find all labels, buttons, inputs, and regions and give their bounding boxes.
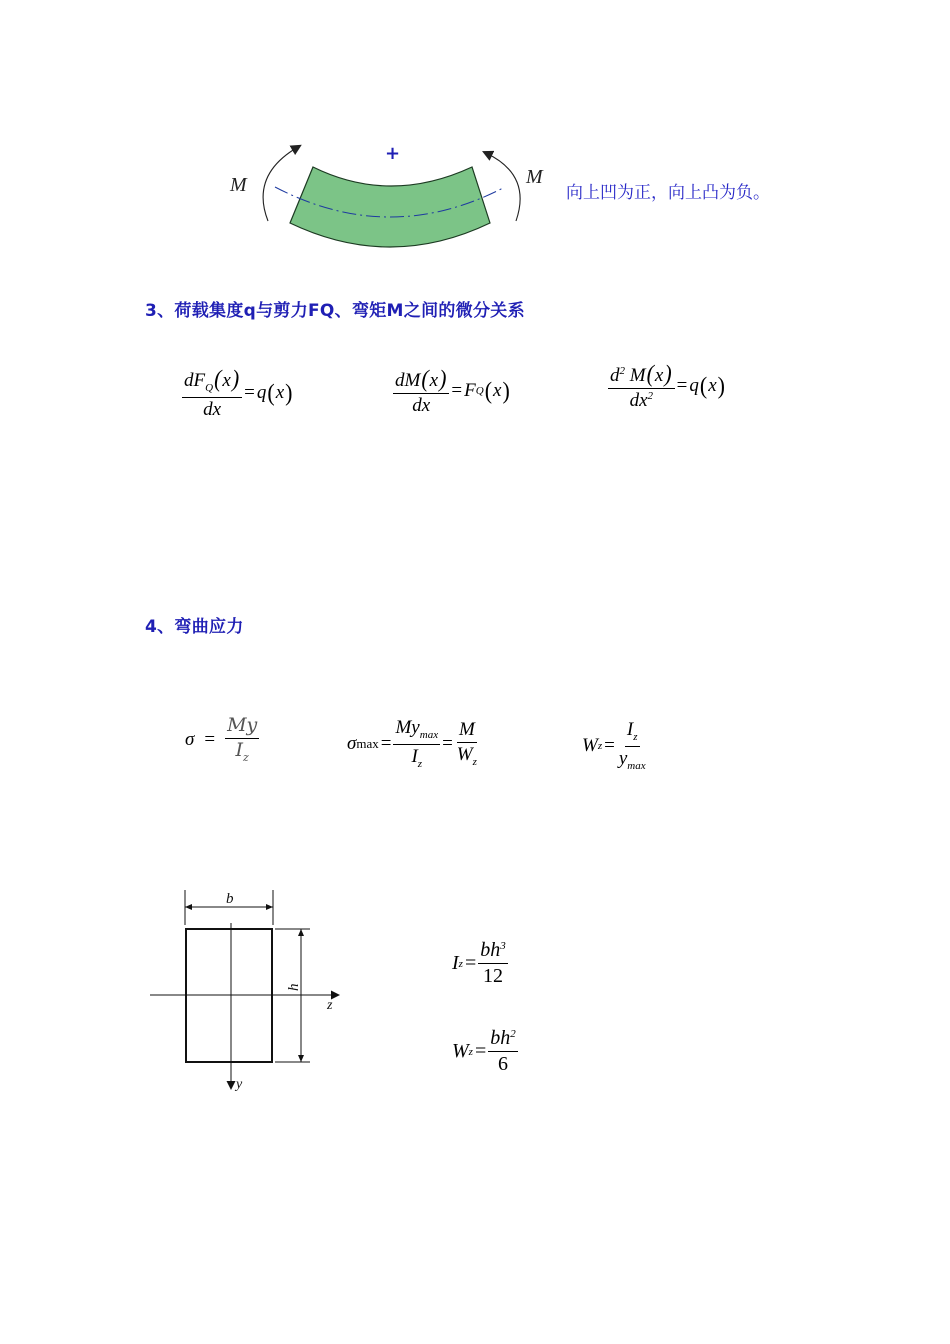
equation-bending-stress: σ = $\frac{My}{I_z}$ bbox=[185, 714, 258, 764]
equation-rect-section-modulus: W z = $\frac{bh^2}{6}$ bbox=[452, 1027, 516, 1075]
left-moment-arrow bbox=[263, 147, 298, 221]
sign-rule-note: 向上凹为正，向上凸为负。 bbox=[566, 183, 770, 203]
rectangular-section-figure bbox=[145, 885, 355, 1100]
left-moment-label: M bbox=[230, 174, 247, 196]
z-axis-label: z bbox=[327, 998, 333, 1013]
equation-moment-derivative: $\frac{dM(x)}{dx}$ = F Q ( x ) bbox=[395, 364, 510, 416]
equation-max-stress: σ max = $\frac{My_{max}}{I_z}$ = $\frac{M}{W_z}$ bbox=[347, 717, 477, 770]
y-axis-label: y bbox=[236, 1077, 243, 1092]
equation-section-modulus: W z = $\frac{I_z}{y_{max}}$ bbox=[582, 719, 646, 772]
section-3-heading: 3、荷载集度q与剪力FQ、弯矩M之间的微分关系 bbox=[145, 301, 525, 321]
beam-bending-figure bbox=[220, 135, 560, 260]
equation-shear-derivative: $\frac{dF_Q(x)}{dx}$ = q ( x ) bbox=[184, 364, 293, 420]
beam-segment bbox=[290, 167, 490, 247]
height-label: h bbox=[286, 983, 302, 991]
plus-sign: + bbox=[385, 143, 401, 164]
section-4-heading: 4、弯曲应力 bbox=[145, 617, 244, 637]
width-label: b bbox=[226, 891, 234, 907]
equation-second-derivative: $\frac{d^2 M(x)}{dx^2}$ = q ( x ) bbox=[610, 359, 725, 411]
right-moment-arrow bbox=[486, 153, 520, 221]
equation-moment-of-inertia: I z = $\frac{bh^3}{12}$ bbox=[452, 939, 506, 987]
right-moment-label: M bbox=[526, 166, 543, 188]
